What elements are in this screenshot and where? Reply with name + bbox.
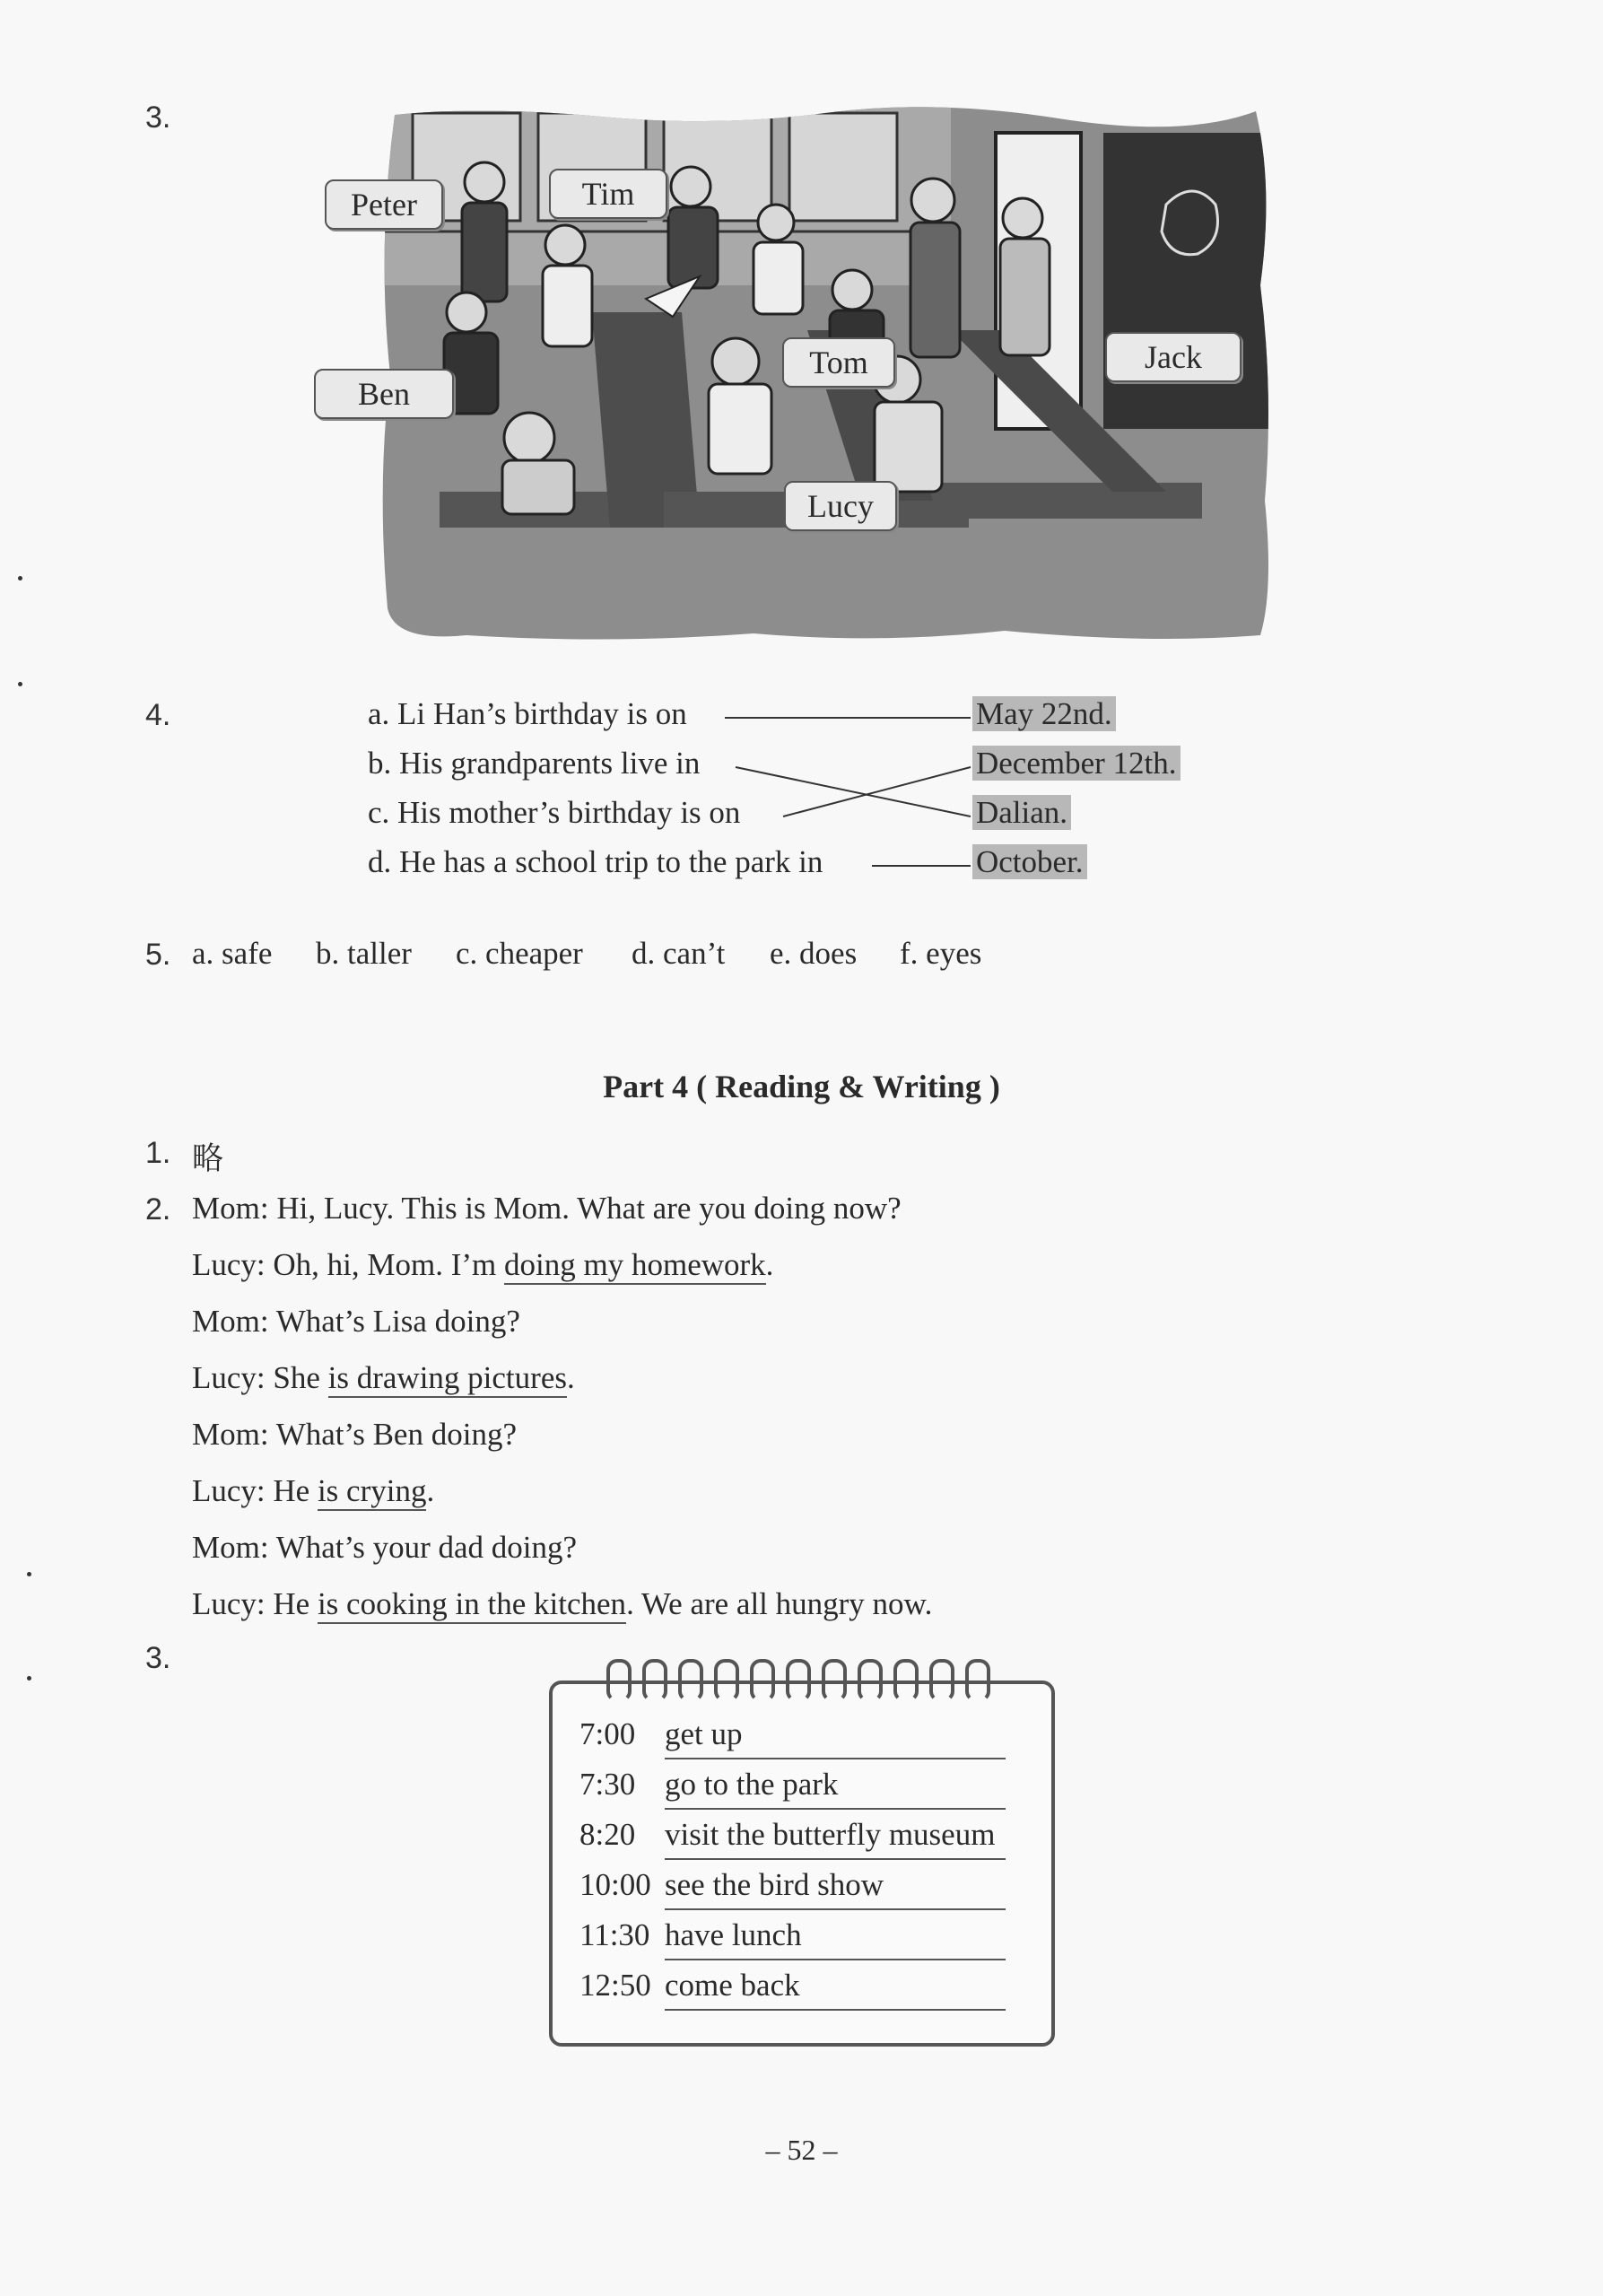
dialogue-text-end: . We are all hungry now. — [626, 1586, 933, 1621]
spiral-ring — [822, 1659, 847, 1702]
schedule-time: 11:30 — [579, 1917, 650, 1952]
schedule-row — [579, 1867, 884, 1903]
label-ben: Ben — [314, 369, 454, 419]
q5-option-d: d. can’t — [632, 936, 726, 971]
dialogue-answer: is cooking in the kitchen — [318, 1586, 626, 1624]
label-peter: Peter — [325, 179, 443, 230]
q5-option-a: a. safe — [192, 936, 273, 971]
label-lucy: Lucy — [784, 481, 897, 531]
q5-option-e: e. does — [770, 936, 858, 971]
spiral-ring — [929, 1659, 954, 1702]
dialogue-speaker: Mom: — [192, 1417, 269, 1452]
dialogue-text-end: . — [765, 1247, 774, 1282]
question-number-3-top: 3. — [145, 100, 171, 135]
schedule-underline — [665, 1908, 1006, 1910]
match-line-c — [783, 767, 971, 816]
schedule-row — [579, 1817, 995, 1853]
schedule-row — [579, 1968, 800, 2004]
match-right-october: October. — [972, 844, 1087, 879]
schedule-activity: see the bird show — [665, 1867, 884, 1902]
schedule-activity: come back — [665, 1968, 800, 2003]
match-left-c: c. His mother’s birthday is on — [368, 795, 741, 830]
dialogue-speaker: Lucy: — [192, 1473, 266, 1508]
match-left-b: b. His grandparents live in — [368, 746, 701, 781]
match-line-b — [736, 767, 971, 816]
schedule-underline — [665, 1858, 1006, 1860]
part4-q1-number: 1. — [145, 1136, 171, 1170]
spiral-ring — [678, 1659, 703, 1702]
dialogue-text: What’s Lisa doing? — [275, 1304, 520, 1339]
schedule-row — [579, 1716, 743, 1752]
label-tom: Tom — [782, 337, 895, 388]
dialogue-line — [192, 1247, 773, 1283]
spiral-ring — [893, 1659, 919, 1702]
dialogue-text: Hi, Lucy. This is Mom. What are you doing now? — [276, 1191, 902, 1226]
schedule-time: 12:50 — [579, 1968, 651, 2003]
schedule-underline — [665, 1808, 1006, 1810]
dialogue-speaker: Mom: — [192, 1191, 269, 1226]
dialogue-line — [192, 1191, 902, 1227]
dialogue-text-end: . — [566, 1360, 575, 1395]
dialogue-line — [192, 1586, 932, 1622]
spiral-ring — [750, 1659, 775, 1702]
page-mark — [27, 1572, 31, 1576]
spiral-ring — [642, 1659, 667, 1702]
match-left-d: d. He has a school trip to the park in — [368, 844, 823, 879]
question-number-5: 5. — [145, 938, 171, 972]
dialogue-answer: doing my homework — [504, 1247, 766, 1285]
dialogue-line — [192, 1360, 575, 1396]
page-number: – 52 – — [765, 2134, 838, 2166]
schedule-time: 10:00 — [579, 1867, 651, 1902]
dialogue-speaker: Mom: — [192, 1530, 269, 1565]
question-number-4: 4. — [145, 698, 171, 732]
match-left-a: a. Li Han’s birthday is on — [368, 696, 687, 731]
match-right-december: December 12th. — [972, 746, 1180, 781]
dialogue-text: He — [273, 1586, 310, 1621]
spiral-ring — [858, 1659, 883, 1702]
q5-option-b: b. taller — [316, 936, 412, 971]
dialogue-line — [192, 1304, 520, 1340]
dialogue-line — [192, 1417, 517, 1453]
part4-q2-number: 2. — [145, 1192, 171, 1227]
schedule-time: 7:00 — [579, 1716, 636, 1751]
part4-q1-answer: 略 — [192, 1141, 224, 1177]
dialogue-speaker: Lucy: — [192, 1360, 266, 1395]
dialogue-line — [192, 1530, 577, 1566]
matching-lines — [0, 0, 1603, 897]
page-mark — [27, 1676, 31, 1681]
label-tim: Tim — [549, 169, 667, 219]
schedule-time: 7:30 — [579, 1767, 636, 1802]
dialogue-text: She — [273, 1360, 320, 1395]
part4-title: Part 4 ( Reading & Writing ) — [603, 1069, 1000, 1104]
spiral-ring — [606, 1659, 632, 1702]
dialogue-speaker: Lucy: — [192, 1247, 266, 1282]
schedule-time: 8:20 — [579, 1817, 636, 1852]
match-right-dalian: Dalian. — [972, 795, 1071, 830]
q5-option-f: f. eyes — [900, 936, 982, 971]
q5-option-c: c. cheaper — [456, 936, 583, 971]
dialogue-answer: is drawing pictures — [328, 1360, 567, 1398]
match-right-may: May 22nd. — [972, 696, 1116, 731]
spiral-ring — [786, 1659, 811, 1702]
dialogue-text-end: . — [426, 1473, 435, 1508]
spiral-ring — [714, 1659, 739, 1702]
schedule-activity: have lunch — [665, 1917, 802, 1952]
schedule-activity: get up — [665, 1716, 743, 1751]
dialogue-speaker: Mom: — [192, 1304, 269, 1339]
schedule-underline — [665, 1758, 1006, 1759]
dialogue-text: He — [273, 1473, 310, 1508]
schedule-underline — [665, 1959, 1006, 1960]
label-jack: Jack — [1105, 332, 1241, 382]
part4-q3-number: 3. — [145, 1641, 171, 1675]
schedule-row — [579, 1767, 838, 1803]
schedule-row — [579, 1917, 802, 1953]
schedule-activity: visit the butterfly museum — [665, 1817, 996, 1852]
spiral-ring — [965, 1659, 990, 1702]
schedule-notebook — [549, 1681, 1055, 2047]
dialogue-answer: is crying — [318, 1473, 427, 1511]
dialogue-line — [192, 1473, 434, 1509]
dialogue-text: What’s Ben doing? — [275, 1417, 517, 1452]
dialogue-text: Oh, hi, Mom. I’m — [273, 1247, 497, 1282]
dialogue-text: What’s your dad doing? — [275, 1530, 578, 1565]
schedule-underline — [665, 2009, 1006, 2011]
dialogue-speaker: Lucy: — [192, 1586, 266, 1621]
schedule-activity: go to the park — [665, 1767, 839, 1802]
